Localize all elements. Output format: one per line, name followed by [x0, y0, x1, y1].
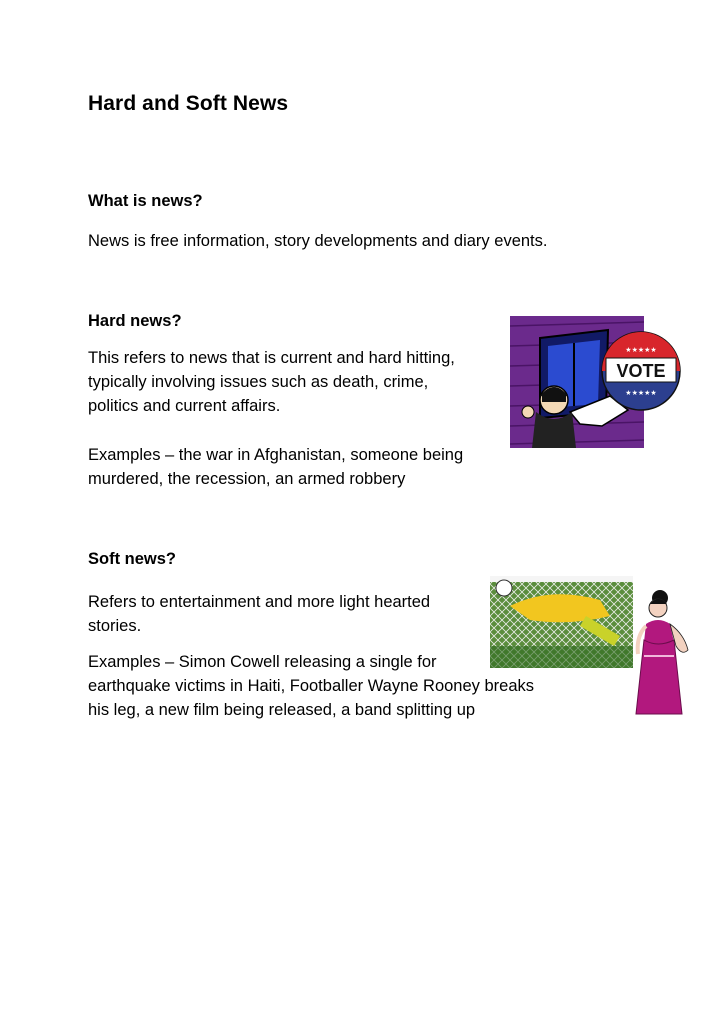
text-line: politics and current affairs.	[88, 397, 281, 415]
text-line: stories.	[88, 617, 142, 635]
text-line: typically involving issues such as death, crime,	[88, 373, 429, 391]
page-title: Hard and Soft News	[88, 92, 289, 115]
heading-soft-news: Soft news?	[88, 550, 177, 568]
text-line: his leg, a new film being released, a band splitting up	[88, 701, 476, 719]
text-line: murdered, the recession, an armed robbery	[88, 470, 406, 488]
vote-badge-text: VOTE	[616, 361, 666, 381]
text-line: Examples – the war in Afghanistan, someone being	[88, 446, 464, 464]
paragraph-hard-examples	[88, 443, 463, 491]
heading-hard-news: Hard news?	[88, 312, 182, 330]
svg-text:★★★★★: ★★★★★	[625, 346, 657, 354]
text-line: Refers to entertainment and more light hearted	[88, 593, 431, 611]
paragraph-hard-news	[88, 346, 455, 418]
svg-text:★★★★★: ★★★★★	[625, 389, 657, 397]
text-line: This refers to news that is current and hard hitting,	[88, 349, 455, 367]
text-line: Examples – Simon Cowell releasing a single for	[88, 653, 437, 671]
text-line: earthquake victims in Haiti, Footballer Wayne Rooney breaks	[88, 677, 535, 695]
paragraph-what-is-news: News is free information, story developments and diary events.	[88, 232, 548, 250]
goalkeeper-photo	[490, 576, 633, 668]
vote-badge-clipart	[600, 330, 682, 412]
paragraph-soft-news	[88, 590, 430, 638]
heading-what-is-news: What is news?	[88, 192, 203, 210]
paragraph-soft-examples	[88, 650, 534, 722]
singer-clipart	[622, 584, 694, 718]
